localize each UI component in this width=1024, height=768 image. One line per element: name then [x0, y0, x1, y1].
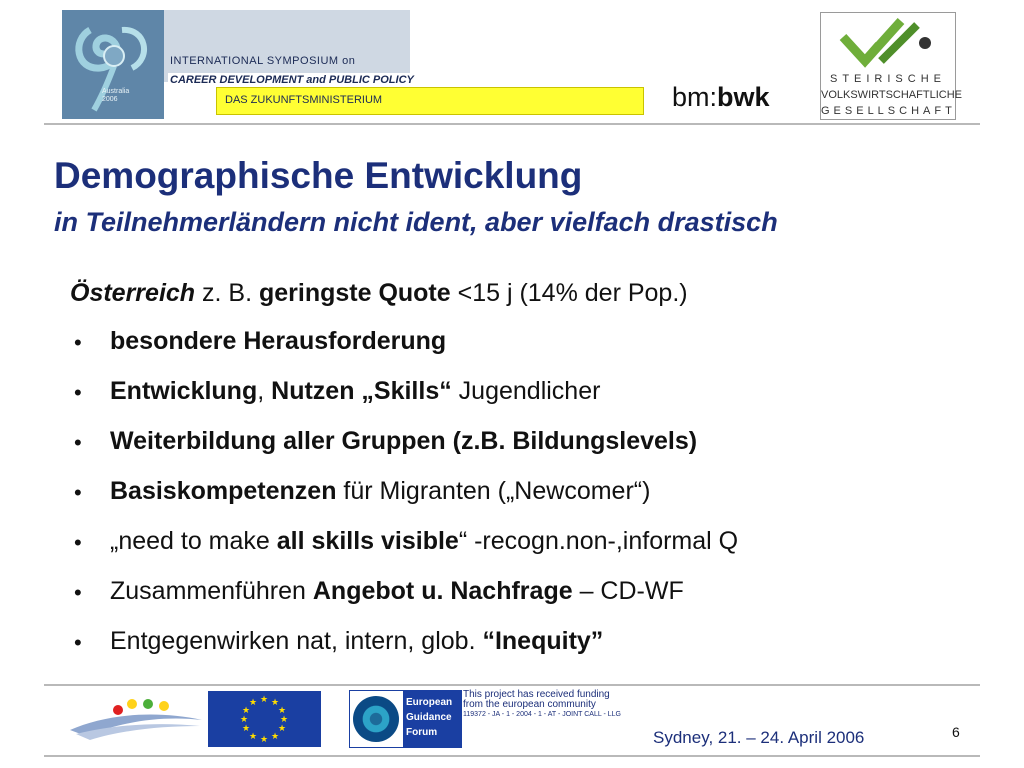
funding-line1: This project has received funding — [463, 689, 610, 700]
slide-subtitle: in Teilnehmerländern nicht ident, aber vielfach drastisch — [54, 207, 778, 237]
egf-circle-icon — [353, 696, 399, 742]
svg-text:★: ★ — [270, 698, 280, 708]
bullet-text: – CD-WF — [572, 577, 684, 605]
svg-text:★: ★ — [239, 715, 249, 725]
svg-text:★: ★ — [248, 698, 258, 708]
steirische-line2: VOLKSWIRTSCHAFTLICHE — [821, 89, 962, 101]
bullet-text: besondere Herausforderung — [110, 327, 447, 355]
footer-date: Sydney, 21. – 24. April 2006 — [653, 728, 865, 747]
bullet-text-bold: Entwicklung — [110, 377, 258, 405]
bullet-marker: • — [74, 330, 82, 355]
intro-quote-label: geringste Quote — [258, 279, 451, 307]
emblem-text: Australia 2006 — [102, 88, 130, 103]
eu-program-icon — [66, 690, 206, 742]
bullet-text: Jugendlicher — [451, 377, 601, 405]
bullet-text-bold: “Inequity” — [482, 627, 604, 655]
bullet-text: “ -recogn.non-,informal Q — [458, 527, 739, 555]
bullet-text-bold: all skills visible — [276, 527, 459, 555]
bmbwk-prefix: bm: — [672, 82, 718, 112]
bullet-text-bold: Basiskompetenzen — [110, 477, 337, 505]
funding-line2: from the european community — [463, 699, 596, 710]
bullet-marker: • — [74, 380, 82, 405]
egf-line1: European — [406, 697, 453, 708]
symposium-band — [164, 10, 410, 82]
funding-note — [463, 690, 621, 720]
eu-flag — [208, 691, 321, 747]
slide-number: 6 — [952, 724, 960, 740]
footer-rule-bottom — [44, 755, 980, 757]
bullet-text-bold: Weiterbildung aller Gruppen (z.B. Bildungslevels) — [110, 427, 698, 455]
bullet-marker: • — [74, 430, 82, 455]
egf-line2: Guidance — [406, 712, 452, 723]
svg-text:★: ★ — [241, 724, 251, 734]
svg-text:★: ★ — [248, 732, 258, 742]
svg-text:★: ★ — [259, 735, 269, 745]
bullet-marker: • — [74, 480, 82, 505]
symposium-title-line2: CAREER DEVELOPMENT and PUBLIC POLICY — [170, 74, 414, 86]
intro-quote-rest: <15 j (14% der Pop.) — [450, 279, 688, 307]
bullet-text: Zusammenführen — [110, 577, 313, 605]
bullet-marker: • — [74, 580, 82, 605]
bullet-text-bold: Nutzen „Skills“ — [271, 377, 452, 405]
intro-zb: z. B. — [195, 279, 259, 307]
bullet-text: für Migranten („Newcomer“) — [336, 477, 651, 505]
bullet-text: Entgegenwirken nat, intern, glob. — [110, 627, 483, 655]
eu-program-logo — [66, 690, 206, 742]
symposium-title-line1: INTERNATIONAL SYMPOSIUM on — [170, 55, 356, 67]
ministry-banner — [216, 87, 644, 115]
bullet-marker: • — [74, 530, 82, 555]
svg-text:★: ★ — [259, 695, 269, 705]
ministry-banner-text: DAS ZUKUNFTSMINISTERIUM — [225, 94, 383, 106]
svg-text:★: ★ — [277, 706, 287, 716]
eu-stars-icon — [208, 691, 321, 747]
header-rule — [44, 123, 980, 125]
egf-line3: Forum — [406, 727, 438, 738]
svg-text:★: ★ — [279, 715, 289, 725]
footer-rule-top — [44, 684, 980, 686]
european-guidance-forum-logo — [349, 690, 462, 748]
steirische-logo — [820, 12, 962, 120]
bullet-text-bold: Angebot u. Nachfrage — [312, 577, 573, 605]
bmbwk-logo — [672, 82, 770, 113]
checkmark-icon — [821, 15, 955, 71]
steirische-line3: GESELLSCHAFT — [821, 105, 956, 117]
bullet-marker: • — [74, 630, 82, 655]
symposium-emblem — [62, 10, 164, 119]
slide-title: Demographische Entwicklung — [54, 155, 583, 196]
bmbwk-suffix: bwk — [717, 82, 770, 112]
svg-text:★: ★ — [241, 706, 251, 716]
steirische-line1: STEIRISCHE — [829, 73, 946, 85]
funding-line3: 119372 - JA - 1 - 2004 - 1 - AT - JOINT CALL - LLG — [463, 711, 621, 718]
bullet-text: , — [257, 377, 272, 405]
svg-text:★: ★ — [277, 724, 287, 734]
intro-country: Österreich — [70, 279, 196, 307]
egf-text-box — [403, 691, 461, 747]
intro-line — [70, 279, 688, 308]
bullet-text: „need to make — [110, 527, 277, 555]
svg-text:★: ★ — [270, 732, 280, 742]
